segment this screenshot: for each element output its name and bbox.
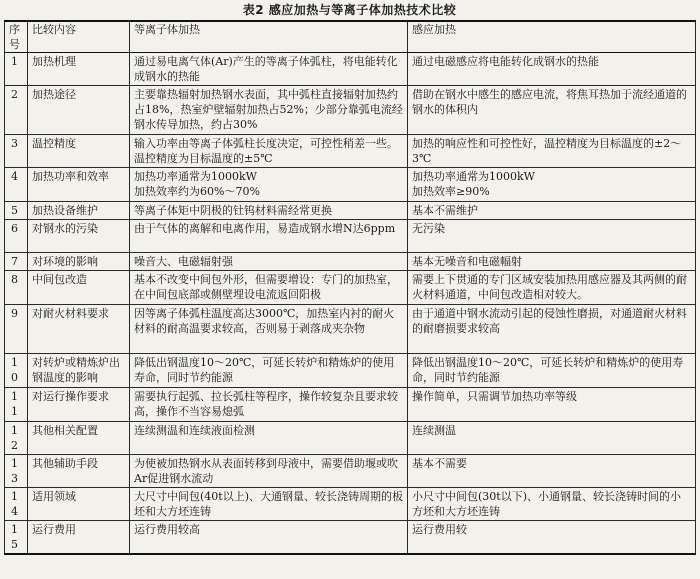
cell-plasma: 由于气体的离解和电离作用，易造成钢水增N达6ppm [130, 220, 408, 253]
table-row [5, 253, 696, 271]
cell-no: 12 [5, 422, 28, 455]
cell-induction: 无污染 [408, 220, 696, 253]
cell-item: 适用领域 [28, 488, 130, 521]
cell-no: 5 [5, 202, 28, 220]
cell-induction: 需要上下贯通的专门区域安装加热用感应器及其两侧的耐火材料通道，中间包改造相对较大。 [408, 271, 696, 305]
cell-induction: 运行费用较 [408, 521, 696, 555]
cell-item: 对运行操作要求 [28, 388, 130, 422]
cell-plasma: 因等离子体弧柱温度高达3000℃，加热室内衬的耐火材料的耐高温要求较高，否则易于剥落成夹杂物 [130, 305, 408, 354]
cell-item: 加热途径 [28, 86, 130, 135]
cell-induction: 连续测温 [408, 422, 696, 455]
cell-no: 10 [5, 354, 28, 388]
table-row [5, 202, 696, 220]
header-item: 比较内容 [28, 21, 130, 53]
cell-induction: 操作简单，只需调节加热功率等级 [408, 388, 696, 422]
cell-induction: 基本不需维护 [408, 202, 696, 220]
cell-item: 温控精度 [28, 135, 130, 168]
cell-induction: 小尺寸中间包(30t以下)、小通钢量、较长浇铸时间的小方坯和大方坯连铸 [408, 488, 696, 521]
cell-no: 9 [5, 305, 28, 354]
cell-induction: 加热功率通常为1000kW 加热效率≥90% [408, 168, 696, 202]
cell-item: 加热设备维护 [28, 202, 130, 220]
cell-plasma: 主要靠热辐射加热钢水表面，其中弧柱直接辐射加热约占18%，热室炉壁辐射加热占52%；少部分靠弧电流经钢水传导加热，约占30% [130, 86, 408, 135]
header-no: 序号 [5, 21, 28, 53]
cell-item: 对钢水的污染 [28, 220, 130, 253]
table-caption: 表2 感应加热与等离子体加热技术比较 [242, 3, 457, 17]
cell-item: 对环境的影响 [28, 253, 130, 271]
header-row [5, 21, 696, 53]
table-row [5, 271, 696, 305]
cell-plasma: 通过易电离气体(Ar)产生的等离子体弧柱，将电能转化成钢水的热能 [130, 53, 408, 86]
cell-item: 对转炉或精炼炉出钢温度的影响 [28, 354, 130, 388]
cell-induction: 通过电磁感应将电能转化成钢水的热能 [408, 53, 696, 86]
cell-no: 1 [5, 53, 28, 86]
comparison-table [4, 20, 696, 555]
cell-plasma: 输入功率由等离子体弧柱长度决定，可控性稍差一些。温控精度为目标温度的±5℃ [130, 135, 408, 168]
table-row [5, 388, 696, 422]
cell-item: 加热机理 [28, 53, 130, 86]
table-row [5, 220, 696, 253]
cell-plasma: 大尺寸中间包(40t以上)、大通钢量、较长浇铸周期的板坯和大方坯连铸 [130, 488, 408, 521]
cell-plasma: 等离子体矩中阴极的钍钨材料需经常更换 [130, 202, 408, 220]
table-row [5, 305, 696, 354]
cell-item: 加热功率和效率 [28, 168, 130, 202]
cell-item: 其他相关配置 [28, 422, 130, 455]
table-row [5, 488, 696, 521]
table-row [5, 168, 696, 202]
table-row [5, 521, 696, 555]
cell-induction: 由于通道中钢水流动引起的侵蚀性磨损，对通道耐火材料的耐磨损要求较高 [408, 305, 696, 354]
cell-plasma: 为使被加热钢水从表面转移到母液中，需要借助堰或吹Ar促进钢水流动 [130, 455, 408, 488]
table-body [5, 53, 696, 555]
cell-no: 15 [5, 521, 28, 555]
cell-induction: 降低出钢温度10～20℃，可延长转炉和精炼炉的使用寿命，同时节约能源 [408, 354, 696, 388]
cell-no: 2 [5, 86, 28, 135]
cell-no: 7 [5, 253, 28, 271]
cell-no: 13 [5, 455, 28, 488]
header-induction: 感应加热 [408, 21, 696, 53]
table-row [5, 455, 696, 488]
cell-no: 11 [5, 388, 28, 422]
cell-induction: 基本不需要 [408, 455, 696, 488]
cell-induction: 加热的响应性和可控性好，温控精度为目标温度的±2～3℃ [408, 135, 696, 168]
cell-plasma: 连续测温和连续液面检测 [130, 422, 408, 455]
cell-item: 运行费用 [28, 521, 130, 555]
cell-plasma: 运行费用较高 [130, 521, 408, 555]
cell-no: 4 [5, 168, 28, 202]
cell-no: 8 [5, 271, 28, 305]
cell-no: 6 [5, 220, 28, 253]
cell-plasma: 加热功率通常为1000kW 加热效率约为60%～70% [130, 168, 408, 202]
cell-no: 14 [5, 488, 28, 521]
header-plasma: 等离子体加热 [130, 21, 408, 53]
cell-no: 3 [5, 135, 28, 168]
table-row [5, 135, 696, 168]
table-row [5, 422, 696, 455]
cell-plasma: 基本不改变中间包外形，但需要增设：专门的加热室，在中间包底部或侧壁埋设电流返回阳极 [130, 271, 408, 305]
cell-item: 中间包改造 [28, 271, 130, 305]
table-row [5, 53, 696, 86]
cell-item: 对耐火材料要求 [28, 305, 130, 354]
cell-induction: 基本无噪音和电磁幅射 [408, 253, 696, 271]
cell-plasma: 需要执行起弧、拉长弧柱等程序，操作较复杂且要求较高，操作不当容易熄弧 [130, 388, 408, 422]
table-row [5, 354, 696, 388]
cell-item: 其他辅助手段 [28, 455, 130, 488]
cell-induction: 借助在钢水中感生的感应电流，将焦耳热加于流经通道的钢水的体积内 [408, 86, 696, 135]
cell-plasma: 降低出钢温度10～20℃，可延长转炉和精炼炉的使用寿命，同时节约能源 [130, 354, 408, 388]
table-row [5, 86, 696, 135]
cell-plasma: 噪音大、电磁辐射强 [130, 253, 408, 271]
